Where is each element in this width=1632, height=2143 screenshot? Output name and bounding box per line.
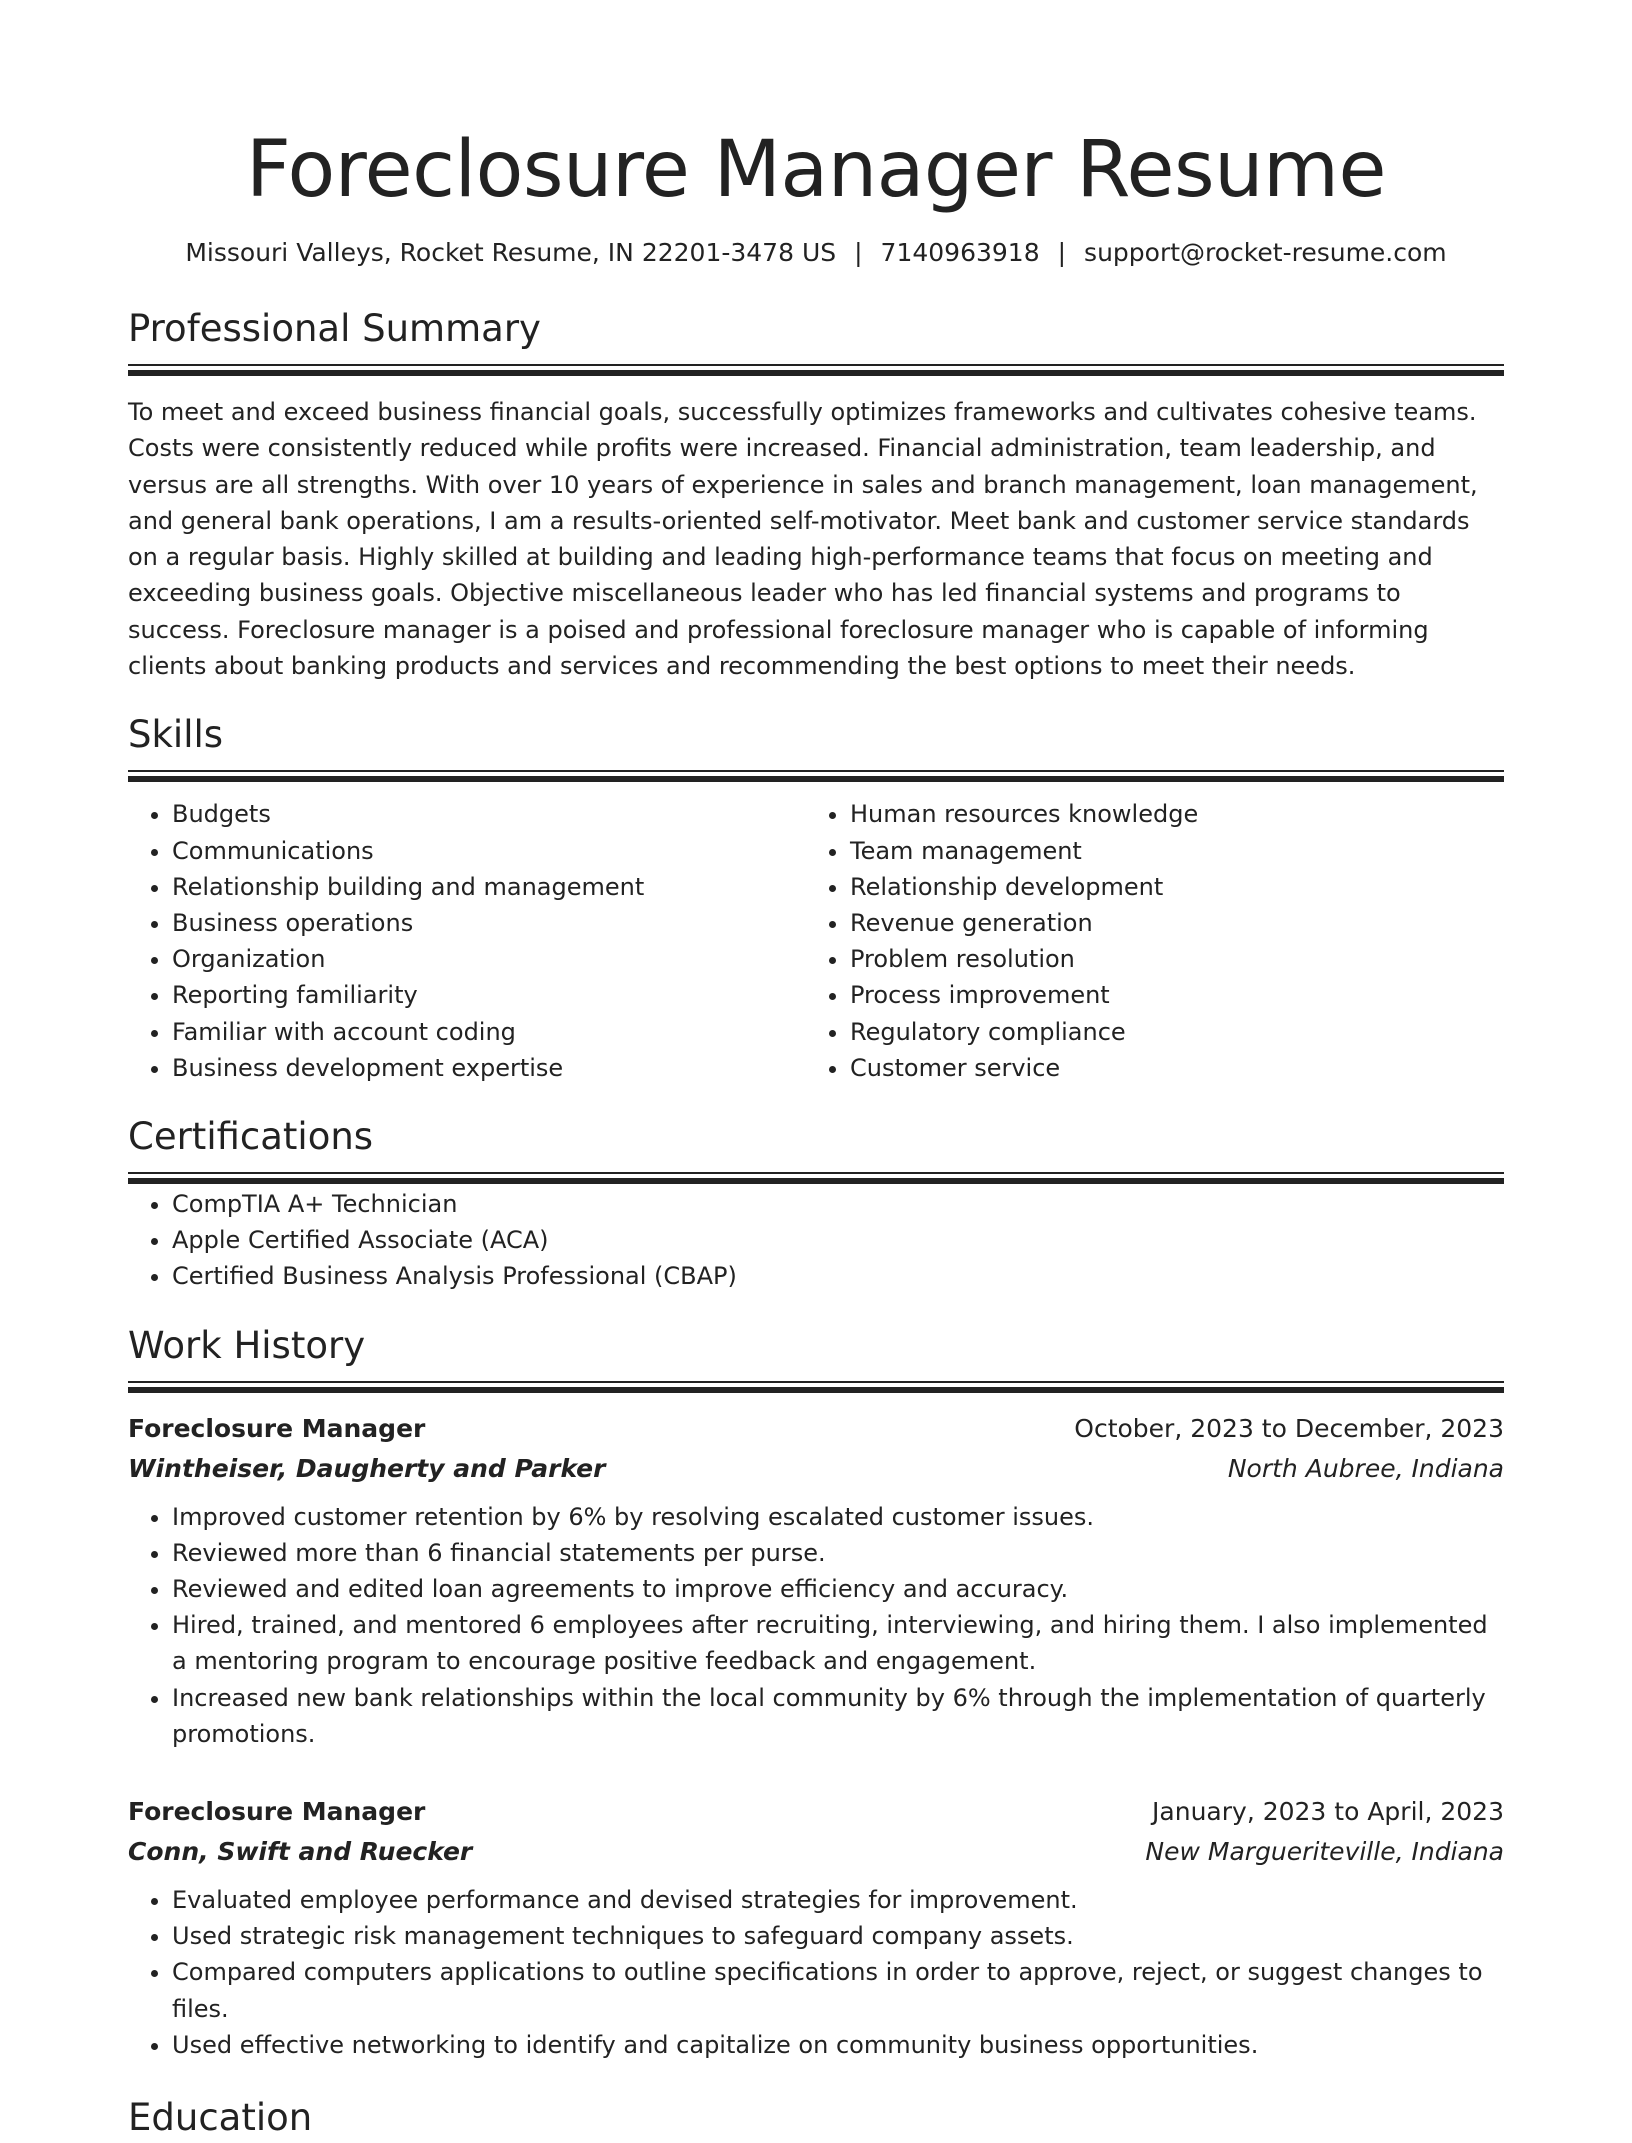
list-item: • Process improvement [850, 977, 1504, 1013]
list-item: • Evaluated employee performance and devised strategies for improvement. [172, 1882, 1504, 1918]
skills-column-left [128, 796, 806, 1086]
section-rule [128, 364, 1504, 378]
list-item: • Business development expertise [172, 1050, 806, 1086]
list-item: • Hired, trained, and mentored 6 employees after recruiting, interviewing, and hiring them. I also implemented a mentoring program to encourage positive feedback and engagement. [172, 1607, 1504, 1679]
certifications-list [128, 1186, 1504, 1295]
section-certifications [128, 1112, 1504, 1295]
section-rule [128, 1172, 1504, 1186]
job-entry [128, 1409, 1504, 1752]
job-title: Foreclosure Manager [128, 1413, 426, 1443]
section-summary [128, 304, 1504, 684]
contact-separator: | [1057, 238, 1067, 267]
resume-title: Foreclosure Manager Resume [245, 125, 1387, 215]
list-item: • Business operations [172, 905, 806, 941]
list-item: • Relationship development [850, 869, 1504, 905]
job-company: Wintheiser, Daugherty and Parker [128, 1453, 606, 1483]
section-title-work-history: Work History [128, 1323, 366, 1367]
list-item: • Improved customer retention by 6% by resolving escalated customer issues. [172, 1499, 1504, 1535]
list-item: • Human resources knowledge [850, 796, 1504, 832]
job-bullets [128, 1499, 1504, 1752]
list-item: • Increased new bank relationships within the local community by 6% through the implementation of quarterly promotions. [172, 1680, 1504, 1752]
list-item: • Used strategic risk management techniques to safeguard company assets. [172, 1918, 1504, 1954]
section-work-history [128, 1321, 1504, 2063]
list-item: • Problem resolution [850, 941, 1504, 977]
list-item: • Reporting familiarity [172, 977, 806, 1013]
section-title-summary: Professional Summary [128, 307, 541, 350]
job-bullets [128, 1882, 1504, 2063]
job-entry [128, 1792, 1504, 2063]
contact-address: Missouri Valleys, Rocket Resume, IN 22201-3478 US [185, 238, 837, 267]
section-rule [128, 1381, 1504, 1395]
job-company-row [128, 1449, 1504, 1489]
list-item: • Relationship building and management [172, 869, 806, 905]
job-dates: October, 2023 to December, 2023 [1074, 1413, 1504, 1443]
skills-list-right [806, 796, 1504, 1086]
section-skills [128, 710, 1504, 1086]
job-dates: January, 2023 to April, 2023 [1152, 1797, 1504, 1827]
list-item: • Reviewed and edited loan agreements to improve efficiency and accuracy. [172, 1571, 1504, 1607]
list-item: • Communications [172, 833, 806, 869]
section-title-education: Education [128, 2096, 313, 2140]
contact-line [128, 236, 1504, 270]
job-company-row [128, 1832, 1504, 1872]
job-location: North Aubree, Indiana [1227, 1453, 1504, 1483]
list-item: • CompTIA A+ Technician [172, 1186, 1504, 1222]
list-item: • Apple Certified Associate (ACA) [172, 1222, 1504, 1258]
skills-list-left [128, 796, 806, 1086]
list-item: • Regulatory compliance [850, 1014, 1504, 1050]
list-item: • Team management [850, 833, 1504, 869]
section-rule [128, 770, 1504, 784]
list-item: • Organization [172, 941, 806, 977]
list-item: • Customer service [850, 1050, 1504, 1086]
list-item: • Revenue generation [850, 905, 1504, 941]
list-item: • Compared computers applications to outline specifications in order to approve, reject, or suggest changes to files. [172, 1954, 1504, 2026]
section-title-skills: Skills [128, 713, 224, 757]
contact-email: support@rocket-resume.com [1084, 238, 1447, 267]
summary-text: To meet and exceed business financial goals, successfully optimizes frameworks and cultivates cohesive teams. Costs were consistently reduced while profits were increased. Financial administration, team leadership, and versus are all strengths. With over 10 years of experience in sales and branch management, loan management, and general bank operations, I am a results-oriented self-motivator. Meet bank and customer service standards on a regular basis. Highly skilled at building and leading high-performance teams that focus on meeting and exceeding business goals. Objective miscellaneous leader who has led financial systems and programs to success. Foreclosure manager is a poised and professional foreclosure manager who is capable of informing clients about banking products and services and recommending the best options to meet their needs. [128, 398, 1478, 681]
contact-phone: 7140963918 [880, 238, 1040, 267]
section-title-certifications: Certifications [128, 1115, 374, 1158]
list-item: • Familiar with account coding [172, 1014, 806, 1050]
resume-page [128, 0, 1504, 2143]
job-location: New Margueriteville, Indiana [1145, 1837, 1504, 1867]
job-header-row [128, 1792, 1504, 1832]
section-education [128, 2093, 1504, 2143]
job-company: Conn, Swift and Ruecker [128, 1837, 473, 1867]
skills-grid [128, 796, 1504, 1086]
skills-column-right [806, 796, 1504, 1086]
list-item: • Reviewed more than 6 financial statements per purse. [172, 1535, 1504, 1571]
contact-separator: | [854, 238, 863, 267]
job-header-row [128, 1409, 1504, 1449]
list-item: • Budgets [172, 796, 806, 832]
job-title: Foreclosure Manager [128, 1797, 426, 1827]
list-item: • Certified Business Analysis Professional (CBAP) [172, 1258, 1504, 1294]
list-item: • Used effective networking to identify and capitalize on community business opportunities. [172, 2027, 1504, 2063]
